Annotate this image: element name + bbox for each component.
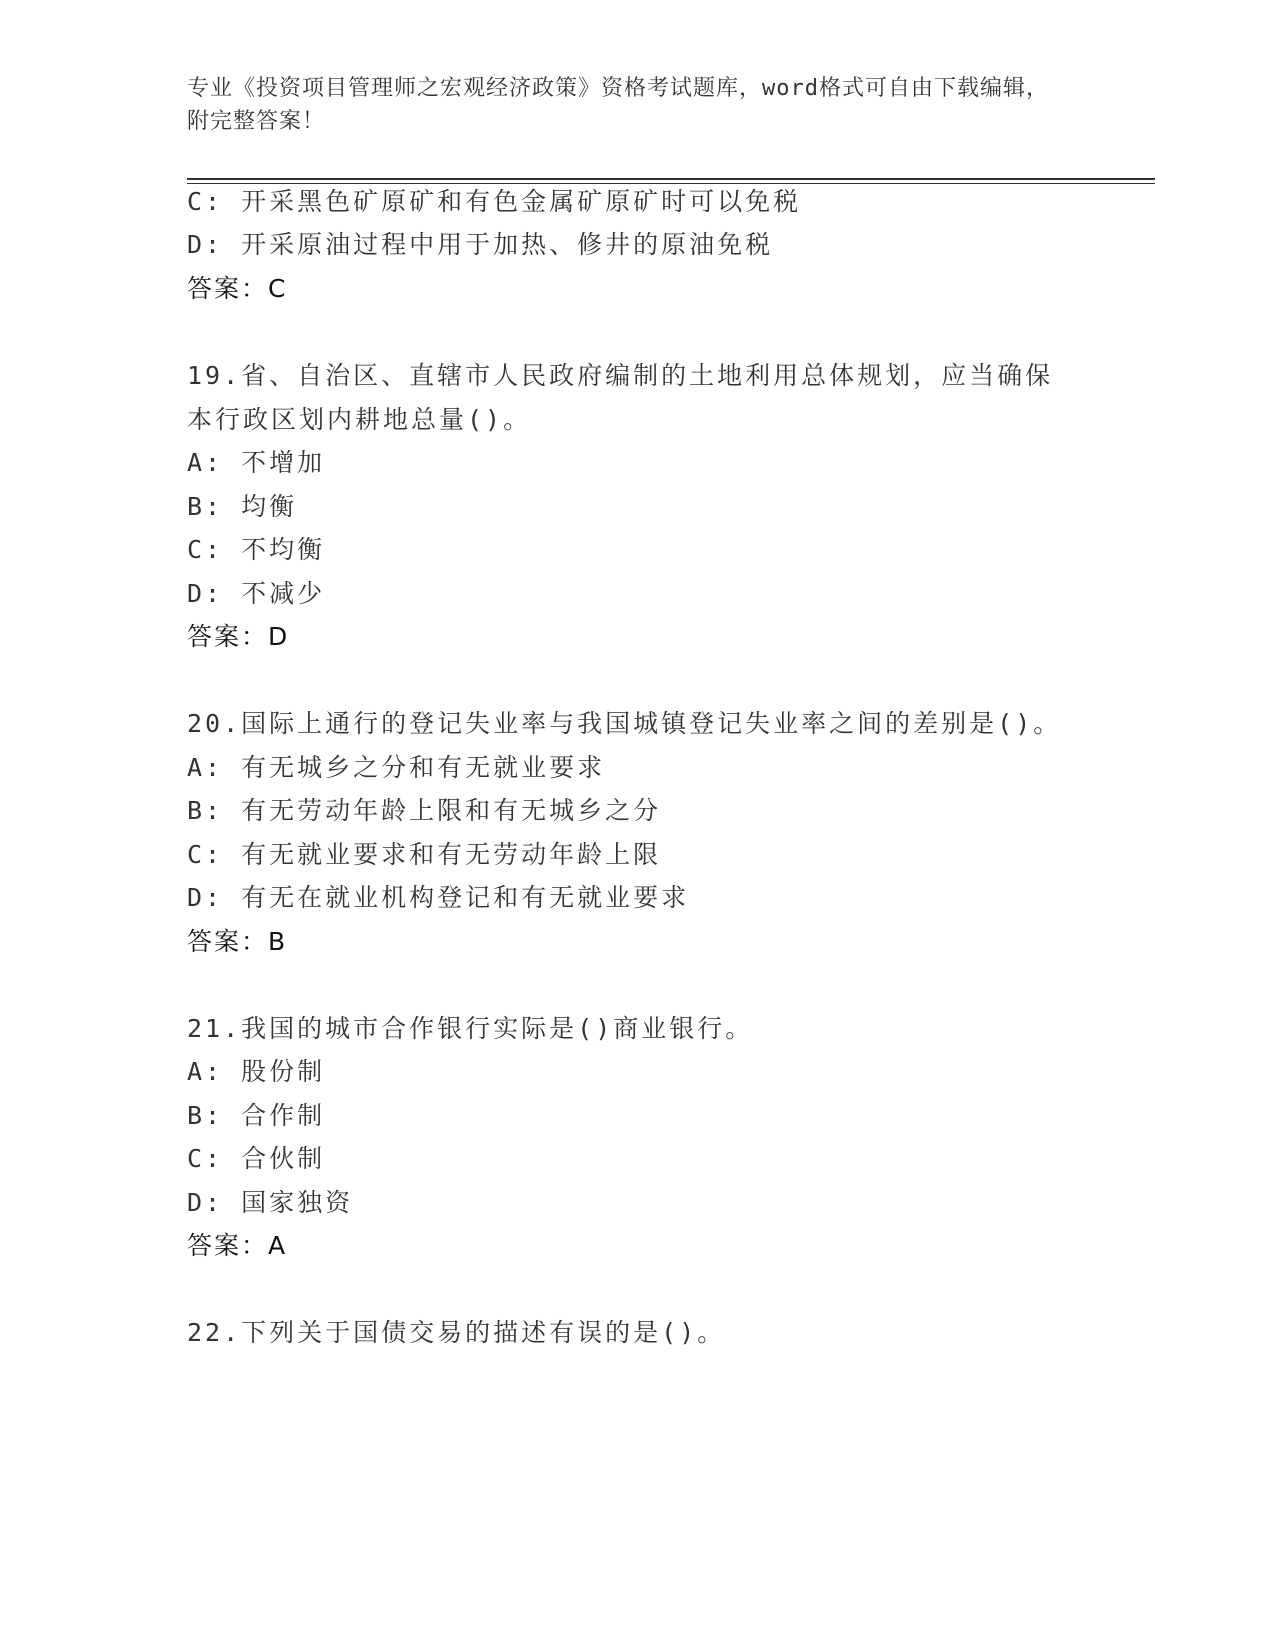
option-b: B: 均衡 [187,492,298,521]
document-header: 专业《投资项目管理师之宏观经济政策》资格考试题库，word格式可自由下载编辑，附完整答案！ [187,76,1049,134]
question-stem-continued: 本行政区划内耕地总量()。 [187,405,532,434]
option-a: A: 不增加 [187,448,326,477]
answer-label: 答案：D [187,622,290,651]
option-d: D: 有无在就业机构登记和有无就业要求 [187,883,690,912]
answer-label: 答案：B [187,927,288,956]
question-stem: 20.国际上通行的登记失业率与我国城镇登记失业率之间的差别是()。 [187,709,1062,738]
option-a: A: 股份制 [187,1057,326,1086]
answer-label: 答案：A [187,1231,288,1260]
option-b: B: 合作制 [187,1101,326,1130]
option-d: D: 不减少 [187,579,326,608]
option-c: C: 不均衡 [187,535,326,564]
answer-label: 答案：C [187,274,288,303]
question-stem: 22.下列关于国债交易的描述有误的是()。 [187,1318,726,1347]
option-c: C: 有无就业要求和有无劳动年龄上限 [187,840,662,869]
option-d: D: 开采原油过程中用于加热、修井的原油免税 [187,230,774,259]
question-stem: 19.省、自治区、直辖市人民政府编制的土地利用总体规划，应当确保 [187,361,1054,390]
option-d: D: 国家独资 [187,1188,354,1217]
header-divider-thick [187,178,1155,180]
header-divider-thin [187,183,1155,184]
option-b: B: 有无劳动年龄上限和有无城乡之分 [187,796,662,825]
option-a: A: 有无城乡之分和有无就业要求 [187,753,606,782]
question-stem: 21.我国的城市合作银行实际是()商业银行。 [187,1014,754,1043]
option-c: C: 合伙制 [187,1144,326,1173]
option-c: C: 开采黑色矿原矿和有色金属矿原矿时可以免税 [187,187,802,216]
